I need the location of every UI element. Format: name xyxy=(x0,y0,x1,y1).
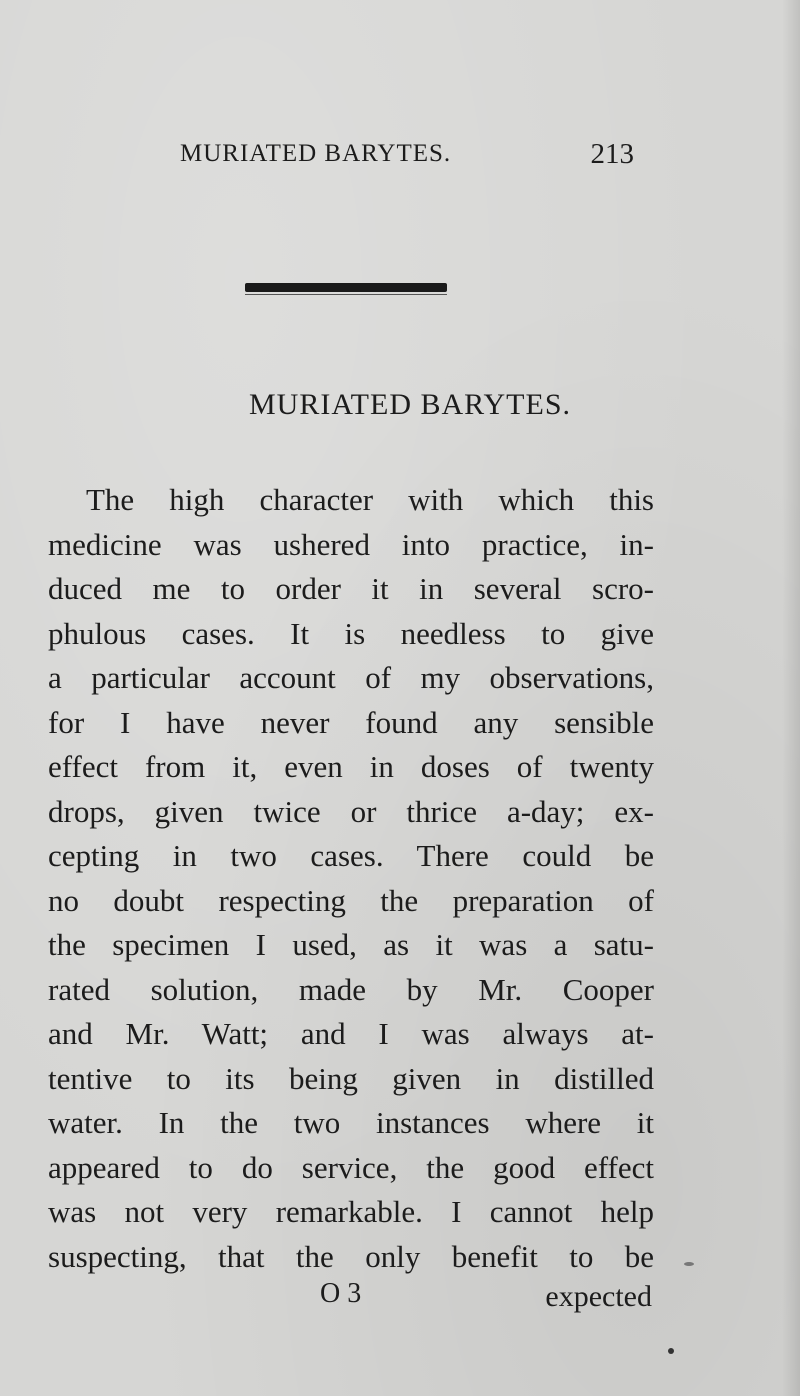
running-head-title: MURIATED BARYTES. xyxy=(180,140,452,167)
text-line: medicine was ushered into practice, in- xyxy=(48,526,654,562)
text-line: tentive to its being given in distilled xyxy=(48,1060,654,1096)
text-line: a particular account of my observations, xyxy=(48,660,654,695)
section-rule xyxy=(245,283,447,292)
running-head xyxy=(150,138,640,178)
ink-speck xyxy=(668,1348,674,1354)
text-line: duced me to order it in several scro- xyxy=(48,571,654,606)
signature-mark: O 3 xyxy=(320,1278,362,1309)
text-line: cepting in two cases. There could be xyxy=(48,838,654,873)
text-line: for I have never found any sensible xyxy=(48,704,654,740)
text-line: The high character with which this xyxy=(86,482,654,517)
page-number: 213 xyxy=(590,138,634,170)
page-footer xyxy=(0,1278,800,1322)
page-edge-shadow xyxy=(782,0,800,1396)
text-line: rated solution, made by Mr. Cooper xyxy=(48,971,654,1007)
text-line: suspecting, that the only benefit to be xyxy=(48,1238,654,1274)
text-line: no doubt respecting the preparation of xyxy=(48,882,654,918)
text-line: the specimen I used, as it was a satu- xyxy=(48,927,654,962)
body-paragraph xyxy=(48,478,654,1279)
text-line: appeared to do service, the good effect xyxy=(48,1149,654,1185)
text-line: water. In the two instances where it xyxy=(48,1105,654,1140)
ink-speck xyxy=(684,1262,694,1266)
text-line: was not very remarkable. I cannot help xyxy=(48,1194,654,1229)
text-line: phulous cases. It is needless to give xyxy=(48,615,654,651)
section-rule-underline xyxy=(245,294,447,295)
text-line: drops, given twice or thrice a-day; ex- xyxy=(48,793,654,829)
catchword: expected xyxy=(545,1280,652,1313)
text-line: effect from it, even in doses of twenty xyxy=(48,749,654,784)
section-title: MURIATED BARYTES. xyxy=(248,388,572,421)
text-line: and Mr. Watt; and I was always at- xyxy=(48,1016,654,1051)
